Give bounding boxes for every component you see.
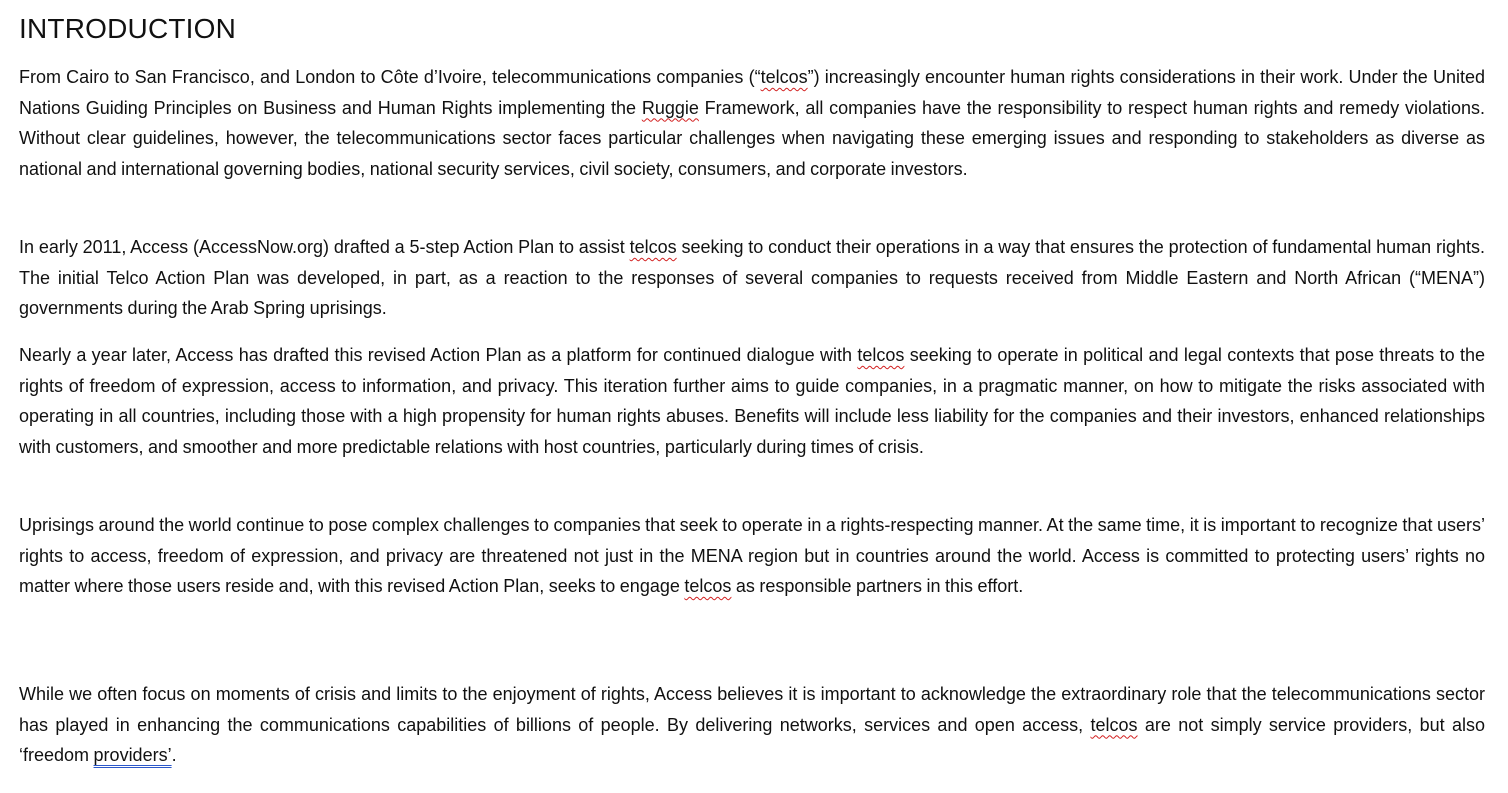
paragraph-text: are not simply service providers, but also ‘freedom [19, 714, 1485, 765]
paragraph-text: In early 2011, Access (AccessNow.org) drafted a 5-step Action Plan to assist [19, 237, 630, 257]
spellcheck-flagged-word[interactable]: Ruggie [641, 97, 699, 118]
section-heading: INTRODUCTION [19, 13, 237, 44]
spellcheck-flagged-word[interactable]: telcos [760, 67, 808, 87]
grammar-flagged-word[interactable]: providers’ [93, 745, 172, 765]
paragraph-text: Uprisings around the world continue to pose complex challenges to companies that seek to operate in a rights-respecting manner. At the same time, it is important to recognize that users’ rights to access, freedom of expression, and privacy are threatened not just in the MENA region but in countries around the world. Access is committed to protecting users’ rights no matter where those users reside and, with this revised Action Plan, seeks to engage [19, 515, 1485, 596]
spellcheck-flagged-word[interactable]: telcos [1090, 714, 1138, 735]
paragraph-4 [19, 510, 1485, 602]
paragraph-2 [19, 232, 1485, 324]
paragraph-1 [19, 62, 1485, 184]
spellcheck-flagged-word[interactable]: telcos [684, 576, 732, 596]
spellcheck-flagged-word[interactable]: telcos [629, 237, 677, 257]
spellcheck-flagged-word[interactable]: telcos [857, 345, 905, 365]
paragraph-text: as responsible partners in this effort. [731, 576, 1024, 596]
paragraph-text: seeking to operate in political and legal contexts that pose threats to the rights of freedom of expression, access to information, and privacy. This iteration further aims to guide companies, in a pragmatic manner, on how to mitigate the risks associated with operating in all countries, including those with a high propensity for human rights abuses. Benefits will include less liability for the companies and their investors, enhanced relationships with customers, and smoother and more predictable relations with host countries, particularly during times of crisis. [19, 345, 1485, 457]
paragraph-text: seeking to conduct their operations in a way that ensures the protection of fundamental human rights. The initial Telco Action Plan was developed, in part, as a reaction to the responses of several companies to requests received from Middle Eastern and North African (“MENA”) governments during the Arab Spring uprisings. [19, 237, 1485, 318]
paragraph-text: ”) increasingly encounter human rights considerations in their work. Under the United Nations Guiding Principles on Business and Human Rights implementing the [19, 67, 1485, 118]
paragraph-3 [19, 340, 1485, 462]
paragraph-text: Framework, all companies have the responsibility to respect human rights and remedy violations. Without clear guidelines, however, the telecommunications sector faces particular challenges when navigating these emerging issues and responding to stakeholders as diverse as national and international governing bodies, national security services, civil society, consumers, and corporate investors. [19, 97, 1485, 179]
paragraph-text: From Cairo to San Francisco, and London to Côte d’Ivoire, telecommunications companies (“ [19, 67, 761, 87]
paragraph-text: While we often focus on moments of crisis and limits to the enjoyment of rights, Access believes it is important to acknowledge the extraordinary role that the telecommunications sector has played in enhancing the communications capabilities of billions of people. By delivering networks, services and open access, [19, 684, 1485, 735]
paragraph-text: Nearly a year later, Access has drafted this revised Action Plan as a platform for continued dialogue with [19, 345, 858, 365]
paragraph-text: . [171, 745, 177, 765]
paragraph-5 [19, 679, 1485, 771]
